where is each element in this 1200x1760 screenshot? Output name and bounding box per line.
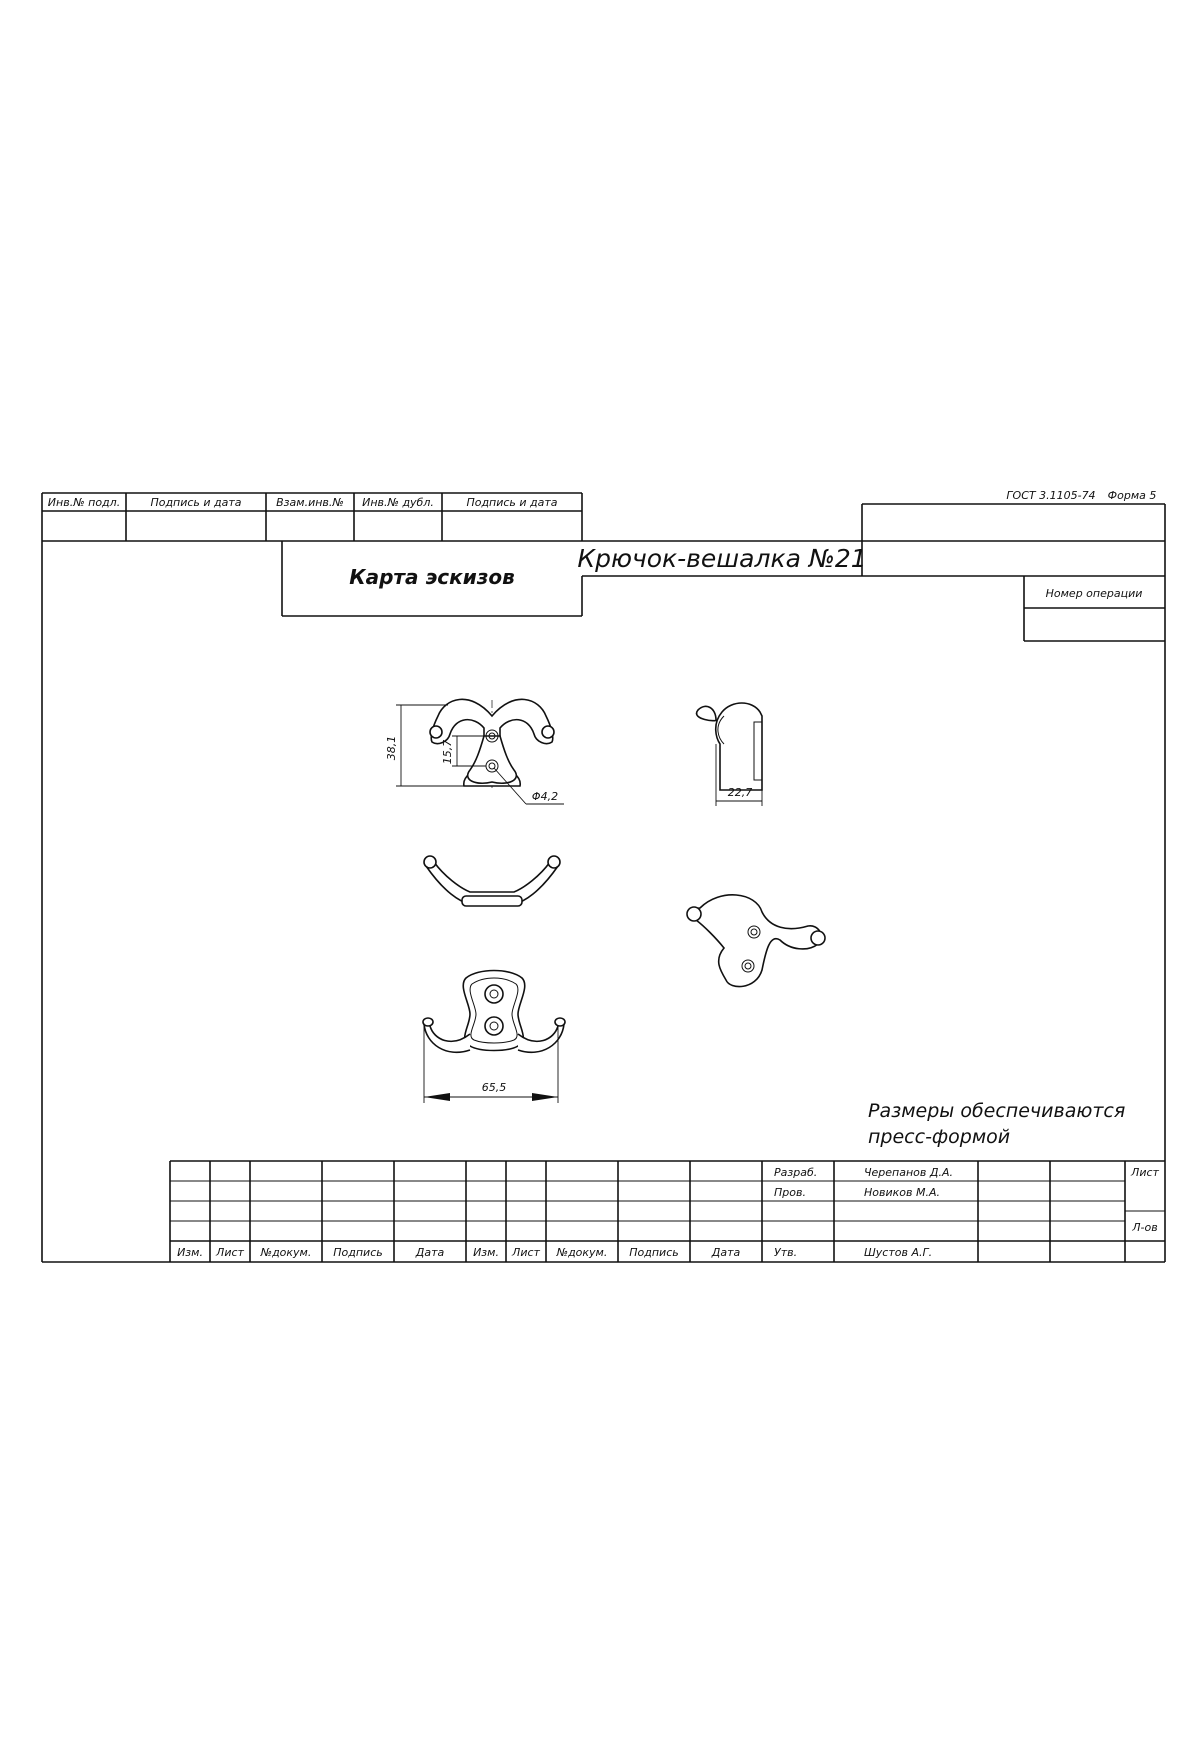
- tb-role-approver: Утв.: [774, 1246, 798, 1259]
- tb-col-label-list-2: Лист: [512, 1246, 540, 1259]
- header-col-signature-date-2: Подпись и дата: [466, 496, 558, 509]
- iso-right-ball: [811, 931, 825, 945]
- back-right-ball: [555, 1018, 565, 1026]
- form-label: Форма 5: [1107, 489, 1157, 502]
- back-upper-hole-outer: [485, 985, 503, 1003]
- tb-name-checker: Новиков М.А.: [864, 1186, 940, 1199]
- front-left-ball: [430, 726, 442, 738]
- dim-depth-value: 22,7: [727, 786, 753, 799]
- tb-name-approver: Шустов А.Г.: [864, 1246, 933, 1259]
- front-view: [385, 699, 564, 804]
- tb-col-label-izm-1: Изм.: [177, 1246, 203, 1259]
- dim-width-arrow-right: [532, 1093, 558, 1101]
- tb-name-developer: Черепанов Д.А.: [864, 1166, 954, 1179]
- gost-label: ГОСТ 3.1105-74: [1006, 489, 1096, 502]
- part-title: Крючок-вешалка №21: [577, 544, 867, 573]
- side-view-body: [716, 703, 762, 790]
- note-line-2: пресс-формой: [868, 1126, 1011, 1148]
- front-right-ball: [542, 726, 554, 738]
- note-line-1: Размеры обеспечиваются: [868, 1100, 1126, 1122]
- tb-col-label-izm-2: Изм.: [473, 1246, 499, 1259]
- top-right-ball: [548, 856, 560, 868]
- back-lower-hole-outer: [485, 1017, 503, 1035]
- back-left-ball: [423, 1018, 433, 1026]
- title-block: [170, 1161, 1165, 1262]
- isometric-view: [687, 895, 825, 987]
- isometric-view-outline: [691, 895, 821, 987]
- tb-sheets-label: Л-ов: [1132, 1221, 1158, 1234]
- tb-col-label-doc-2: №докум.: [556, 1246, 608, 1259]
- dim-spacing-value: 15,7: [441, 739, 454, 765]
- header-col-inv-podl: Инв.№ подл.: [47, 496, 121, 509]
- side-view: [697, 703, 762, 806]
- tb-role-developer: Разраб.: [774, 1166, 818, 1179]
- side-view-tip: [697, 706, 717, 720]
- dim-width-arrow-left: [424, 1093, 450, 1101]
- header-col-vzam-inv: Взам.инв.№: [276, 496, 344, 509]
- tb-col-label-list-1: Лист: [216, 1246, 244, 1259]
- tb-col-label-sign-1: Подпись: [333, 1246, 383, 1259]
- dim-width-value: 65,5: [481, 1081, 507, 1094]
- tb-col-label-sign-2: Подпись: [629, 1246, 679, 1259]
- top-left-ball: [424, 856, 436, 868]
- top-view: [424, 856, 560, 906]
- doc-type-label: Карта эскизов: [349, 565, 515, 589]
- header-col-inv-dubl: Инв.№ дубл.: [362, 496, 434, 509]
- tb-col-label-doc-1: №докум.: [260, 1246, 312, 1259]
- iso-left-ball: [687, 907, 701, 921]
- tb-col-label-date-1: Дата: [415, 1246, 445, 1259]
- header-col-signature-date-1: Подпись и дата: [150, 496, 242, 509]
- dim-height-value: 38,1: [385, 735, 398, 761]
- top-view-base: [462, 896, 522, 906]
- tb-sheet-label: Лист: [1131, 1166, 1159, 1179]
- operation-number-label: Номер операции: [1045, 587, 1143, 600]
- dim-diameter-value: Φ4,2: [531, 790, 559, 803]
- tb-col-label-date-2: Дата: [711, 1246, 741, 1259]
- tb-role-checker: Пров.: [774, 1186, 806, 1199]
- back-view: [423, 971, 565, 1104]
